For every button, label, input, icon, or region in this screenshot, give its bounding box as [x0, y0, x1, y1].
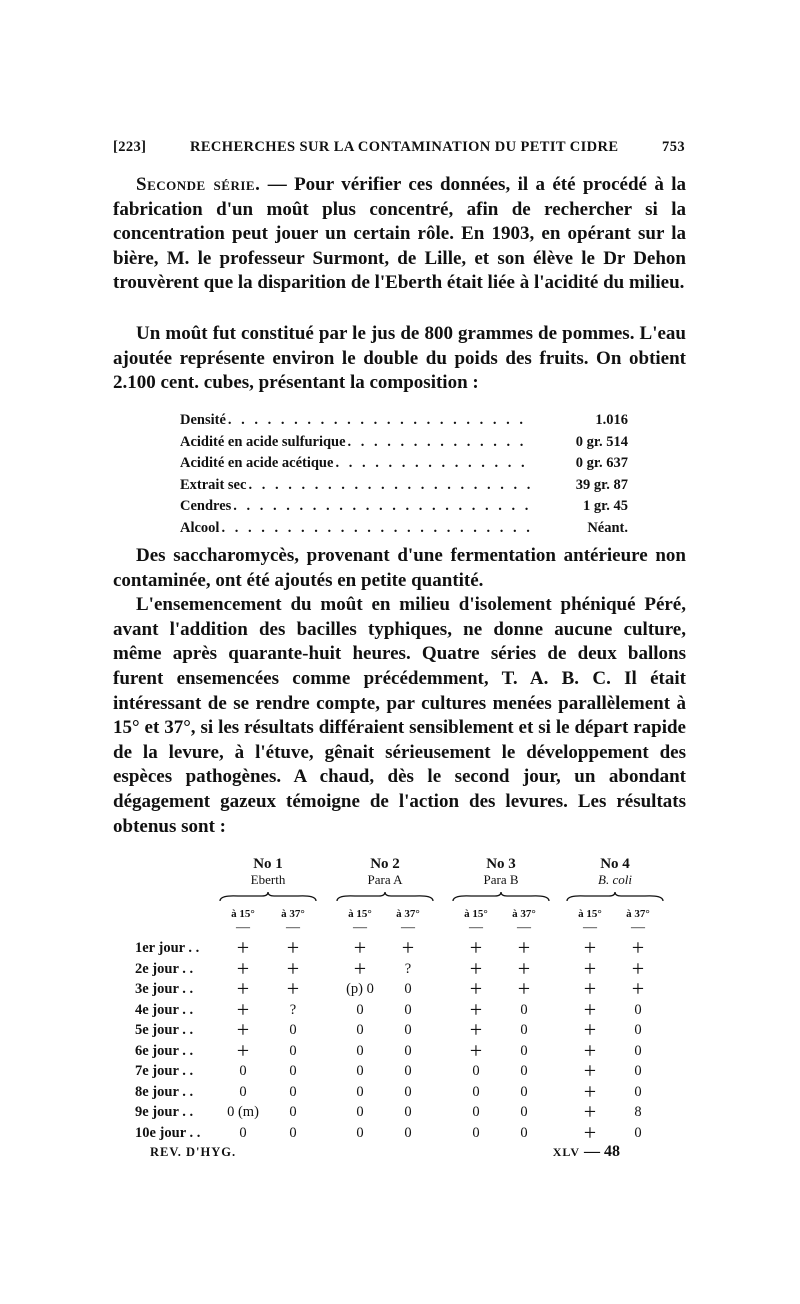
result-cell: + — [236, 955, 250, 981]
result-cell: 0 — [634, 1083, 642, 1100]
result-cell: + — [583, 976, 597, 1001]
result-cell: + — [583, 1078, 597, 1104]
result-cell: 0 — [239, 1063, 247, 1079]
result-cell: 0 — [472, 1124, 480, 1141]
temperature-header: à 37° — [281, 908, 305, 920]
result-cell: 0 — [520, 1063, 528, 1079]
day-label: 3e jour . . — [135, 981, 194, 997]
group-name: Para B — [483, 872, 519, 887]
result-cell: 0 — [472, 1083, 480, 1100]
result-cell: 0 — [356, 1104, 364, 1120]
result-cell: + — [286, 976, 300, 1001]
result-cell: + — [286, 955, 300, 981]
journal-abbrev: REV. D'HYG. — [150, 1145, 237, 1159]
result-cell: 0 — [239, 1124, 247, 1141]
composition-label: Acidité en acide sulfurique — [180, 433, 346, 450]
result-cell: + — [469, 1017, 483, 1042]
signature-separator: — — [580, 1143, 604, 1160]
column-rule: — — [469, 920, 483, 935]
column-rule: — — [631, 920, 645, 935]
paragraph-text: Des saccharomycès, provenant d'une fermentation antérieure non contaminée, ont été ajoutés en petite quantité. — [113, 545, 686, 591]
composition-label: Alcool — [180, 519, 220, 536]
result-cell: + — [469, 955, 483, 981]
composition-row — [180, 496, 628, 518]
result-cell: + — [517, 955, 531, 981]
result-cell: 0 — [404, 1063, 412, 1079]
result-cell: + — [469, 1037, 483, 1063]
result-cell: 0 — [520, 1124, 528, 1141]
result-cell: + — [286, 935, 300, 960]
result-cell: 0 — [289, 1124, 297, 1141]
result-cell: 0 (m) — [227, 1104, 259, 1120]
day-label: 8e jour . . — [135, 1083, 194, 1100]
paragraph-mout — [113, 322, 686, 396]
result-cell: + — [583, 996, 597, 1022]
section-lead: Seconde série. — [136, 174, 261, 195]
result-cell: 0 — [289, 1022, 297, 1038]
day-label: 4e jour . . — [135, 1001, 194, 1018]
result-cell: + — [583, 1119, 597, 1145]
composition-row — [180, 475, 628, 497]
signature-mark — [553, 1143, 620, 1161]
column-rule: — — [353, 920, 367, 935]
group-brace — [565, 892, 665, 902]
group-number: No 1 — [253, 856, 283, 872]
group-brace — [451, 892, 551, 902]
result-cell: + — [583, 1099, 597, 1124]
result-cell: + — [236, 935, 250, 960]
composition-row — [180, 453, 628, 475]
result-cell: 0 — [404, 1042, 412, 1059]
temperature-header: à 37° — [626, 908, 650, 920]
result-cell: 0 — [634, 1124, 642, 1141]
composition-label: Densité — [180, 412, 226, 428]
result-cell: 0 — [404, 1022, 412, 1038]
leader-dots — [346, 432, 532, 454]
result-cell: 0 — [634, 1042, 642, 1059]
group-brace — [218, 892, 318, 902]
result-cell: 0 — [356, 1022, 364, 1038]
temperature-header: à 15° — [464, 908, 488, 920]
result-cell: 0 — [634, 1001, 642, 1018]
result-cell: 0 — [472, 1104, 480, 1120]
result-cell: 0 — [356, 1083, 364, 1100]
result-cell: 8 — [634, 1104, 642, 1120]
day-label: 7e jour . . — [135, 1063, 194, 1079]
column-rule: — — [517, 920, 531, 935]
group-number: No 4 — [600, 856, 630, 872]
result-cell: 0 — [289, 1063, 297, 1079]
temperature-header: à 15° — [578, 908, 602, 920]
composition-table — [180, 410, 628, 540]
result-cell: + — [517, 935, 531, 960]
composition-value: Néant. — [587, 519, 628, 536]
result-cell: + — [401, 935, 415, 960]
group-name: B. coli — [598, 872, 632, 887]
composition-label: Cendres — [180, 498, 232, 515]
result-cell: 0 — [356, 1001, 364, 1018]
group-header — [446, 856, 556, 888]
composition-value: 0 gr. 637 — [575, 455, 628, 472]
result-cell: 0 — [634, 1063, 642, 1079]
composition-value: 0 gr. 514 — [575, 433, 628, 450]
result-cell: + — [236, 1017, 250, 1042]
result-cell: 0 — [289, 1042, 297, 1059]
composition-row — [180, 518, 628, 540]
column-rule: — — [286, 920, 300, 935]
result-cell: + — [631, 955, 645, 981]
result-cell: 0 — [404, 981, 412, 997]
result-cell: 0 — [239, 1083, 247, 1100]
group-header — [560, 856, 670, 888]
running-header — [113, 139, 685, 156]
paragraph-seconde-serie — [113, 173, 686, 296]
composition-row — [180, 432, 628, 454]
result-cell: + — [469, 935, 483, 960]
result-cell: + — [631, 935, 645, 960]
result-cell: 0 — [404, 1104, 412, 1120]
group-name: Para A — [367, 872, 403, 887]
result-cell: + — [236, 1037, 250, 1063]
result-cell: (p) 0 — [346, 981, 374, 997]
result-cell: + — [631, 976, 645, 1001]
result-cell: 0 — [404, 1083, 412, 1100]
day-label: 9e jour . . — [135, 1104, 194, 1120]
result-cell: 0 — [520, 1083, 528, 1100]
page-footer — [150, 1143, 620, 1161]
group-header — [330, 856, 440, 888]
result-cell: + — [583, 935, 597, 960]
result-cell: + — [236, 996, 250, 1022]
result-cell: + — [583, 1037, 597, 1063]
day-label: 1er jour . . — [135, 940, 200, 956]
result-cell: + — [353, 935, 367, 960]
composition-value: 1 gr. 45 — [583, 498, 628, 515]
result-cell: 0 — [520, 1001, 528, 1018]
result-cell: + — [469, 996, 483, 1022]
result-cell: 0 — [289, 1104, 297, 1120]
composition-row — [180, 410, 628, 432]
group-number: No 2 — [370, 856, 400, 872]
group-header — [213, 856, 323, 888]
result-cell: 0 — [404, 1001, 412, 1018]
leader-dots — [246, 475, 532, 497]
leader-dots — [219, 518, 532, 540]
signature-sheet: 48 — [604, 1143, 620, 1160]
leader-dots — [226, 410, 532, 432]
temperature-header: à 37° — [396, 908, 420, 920]
result-cell: 0 — [356, 1063, 364, 1079]
result-cell: + — [517, 976, 531, 1001]
group-name: Eberth — [250, 872, 286, 887]
day-label: 6e jour . . — [135, 1042, 194, 1059]
composition-label: Acidité en acide acétique — [180, 455, 334, 472]
temperature-header: à 37° — [512, 908, 536, 920]
signature-volume: XLV — [552, 1145, 580, 1159]
result-cell: + — [583, 955, 597, 981]
result-cell: 0 — [520, 1042, 528, 1059]
result-cell: 0 — [520, 1104, 528, 1120]
result-cell: 0 — [356, 1042, 364, 1059]
group-brace — [335, 892, 435, 902]
result-cell: 0 — [520, 1022, 528, 1038]
leader-dots — [333, 453, 532, 475]
group-number: No 3 — [486, 856, 516, 872]
composition-value: 1.016 — [595, 412, 628, 428]
result-cell: + — [583, 1058, 597, 1083]
result-cell: 0 — [472, 1063, 480, 1079]
column-rule: — — [236, 920, 250, 935]
temperature-header: à 15° — [348, 908, 372, 920]
paragraph-text: L'ensemencement du moût en milieu d'isolement phéniqué Péré, avant l'addition des bacilles typhiques, ne donne aucune culture, même après quarante-huit heures. Quatre séries de deux ballons furent ensemencées comme précédemment, T. A. B. C. Il était intéressant de se rendre compte, par cultures menées parallèlement à 15° et 37°, si les résultats différaient sensiblement et si le départ rapide de la levure, à l'étuve, gênait sérieusement le développement des espèces pathogènes. A chaud, dès le second jour, un abondant dégagement gazeux témoigne de l'action des levures. Les résultats obtenus sont : — [113, 594, 686, 837]
paragraph-text: — Pour vérifier ces données, il a été procédé à la fabrication d'un moût plus concentré, afin de rechercher si la concentration peut jouer un certain rôle. En 1903, en opérant sur la bière, M. le professeur Surmont, de Lille, et son élève le Dr Dehon trouvèrent que la disparition de l'Eberth était liée à l'acidité du milieu. — [113, 174, 686, 294]
page-number: 753 — [662, 139, 685, 155]
leader-dots — [231, 496, 532, 518]
result-cell: + — [236, 976, 250, 1001]
result-cell: 0 — [634, 1022, 642, 1038]
result-cell: 0 — [404, 1124, 412, 1141]
result-cell: 0 — [289, 1083, 297, 1100]
running-title: RECHERCHES SUR LA CONTAMINATION DU PETIT CIDRE — [189, 139, 619, 155]
paragraph-results-intro — [113, 544, 686, 839]
result-cell: ? — [404, 960, 412, 977]
result-cell: 0 — [356, 1124, 364, 1141]
result-cell: + — [469, 976, 483, 1001]
result-cell: ? — [289, 1001, 297, 1018]
temperature-header: à 15° — [231, 908, 255, 920]
composition-label: Extrait sec — [180, 476, 247, 493]
day-label: 10e jour . . — [135, 1124, 201, 1141]
result-cell: + — [353, 955, 367, 981]
column-rule: — — [583, 920, 597, 935]
paragraph-text: Un moût fut constitué par le jus de 800 grammes de pommes. L'eau ajoutée représente environ le double du poids des fruits. On obtient 2.100 cent. cubes, présentant la composition : — [113, 323, 686, 394]
page-reference: [223] — [113, 139, 147, 155]
column-rule: — — [401, 920, 415, 935]
day-label: 5e jour . . — [135, 1022, 194, 1038]
result-cell: + — [583, 1017, 597, 1042]
day-label: 2e jour . . — [135, 960, 194, 977]
composition-value: 39 gr. 87 — [575, 476, 628, 493]
